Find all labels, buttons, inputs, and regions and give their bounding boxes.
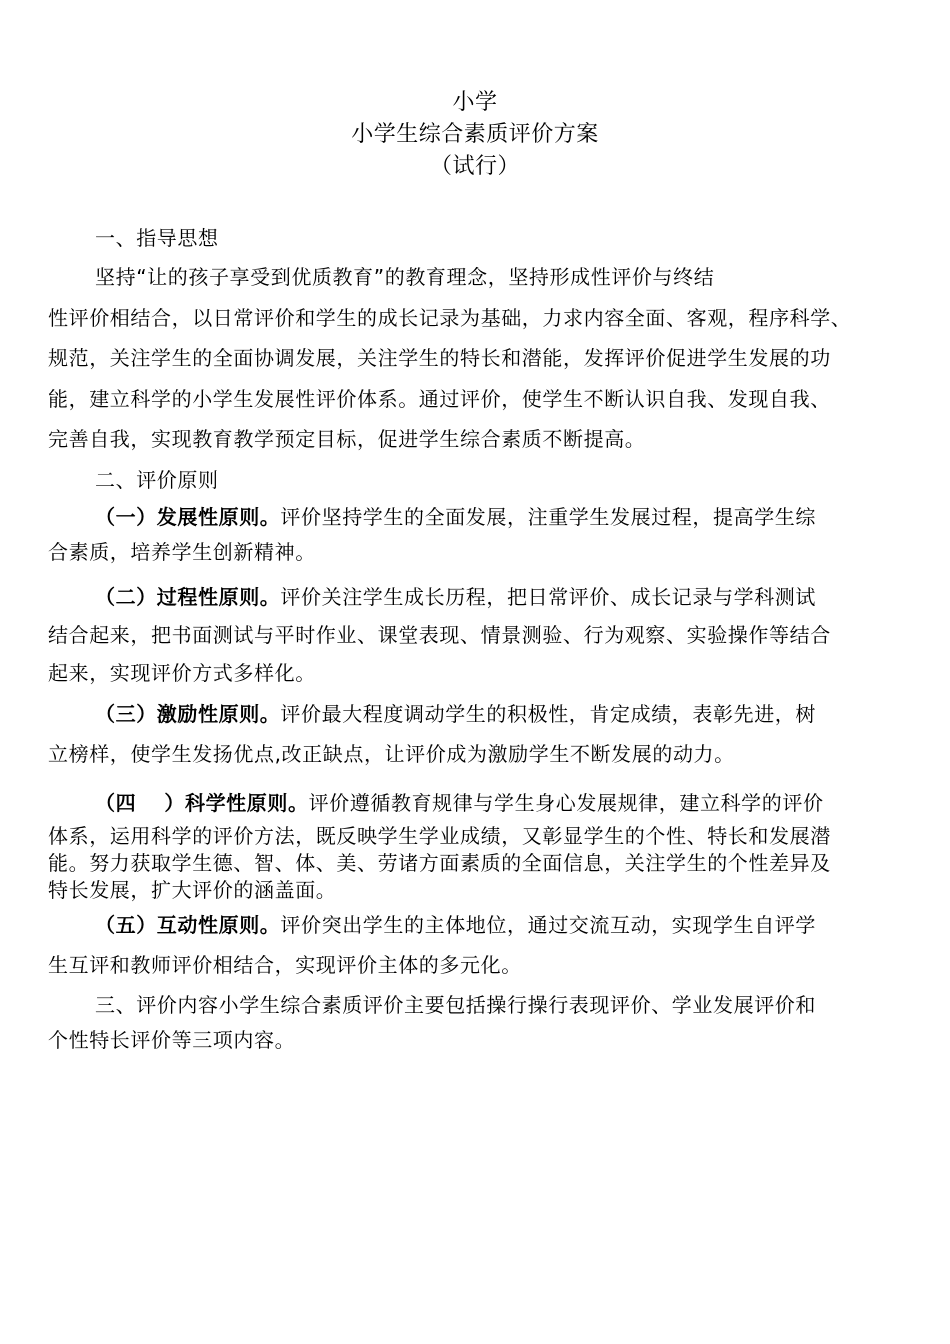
principle-4-text: 评价遵循教育规律与学生身心发展规律，建立科学的评价: [308, 791, 824, 815]
principle-1-label: （一）发展性原则。: [95, 505, 281, 529]
principle-1-line: 合素质，培养学生创新精神。: [48, 540, 316, 564]
section-1-line: 性评价相结合，以日常评价和学生的成长记录为基础，力求内容全面、客观，程序科学、: [48, 306, 852, 330]
section-1-line: 规范，关注学生的全面协调发展，关注学生的特长和潜能，发挥评价促进学生发展的功: [48, 346, 831, 370]
principle-4-label: （四 ）科学性原则。: [95, 791, 309, 815]
principle-3-label: （三）激励性原则。: [95, 702, 281, 726]
principle-5-line: 生互评和教师评价相结合，实现评价主体的多元化。: [48, 953, 522, 977]
principle-3-text: 评价最大程度调动学生的积极性，肯定成绩，表彰先进，树: [280, 702, 817, 726]
principle-5-text: 评价突出学生的主体地位，通过交流互动，实现学生自评学: [280, 913, 817, 937]
principle-3-line: 立榜样，使学生发扬优点,改正缺点，让评价成为激励学生不断发展的动力。: [48, 742, 735, 766]
principle-4-line: 体系，运用科学的评价方法，既反映学生学业成绩，又彰显学生的个性、特长和发展潜: [48, 824, 831, 848]
principle-2-line: 结合起来，把书面测试与平时作业、课堂表现、情景测验、行为观察、实验操作等结合: [48, 623, 831, 647]
principle-3-line: [95, 700, 816, 728]
principle-5-label: （五）互动性原则。: [95, 913, 281, 937]
doc-title-trial: （试行）: [429, 154, 520, 179]
section-3-line: 个性特长评价等三项内容。: [48, 1028, 296, 1052]
section-3-line: 三、评价内容小学生综合素质评价主要包括操行操行表现评价、学业发展评价和: [95, 993, 816, 1017]
principle-4-line: 特长发展，扩大评价的涵盖面。: [48, 878, 337, 902]
section-1-line: 能，建立科学的小学生发展性评价体系。通过评价，使学生不断认识自我、发现自我、: [48, 387, 831, 411]
doc-title-school: 小学: [452, 90, 498, 115]
principle-2-line: [95, 583, 816, 611]
principle-1-text: 评价坚持学生的全面发展，注重学生发展过程，提高学生综: [280, 505, 817, 529]
principle-5-line: [95, 911, 816, 939]
section-1-line: 完善自我，实现教育教学预定目标，促进学生综合素质不断提高。: [48, 427, 646, 451]
principle-4-line: [95, 789, 824, 817]
principle-2-text: 评价关注学生成长历程，把日常评价、成长记录与学科测试: [280, 585, 817, 609]
doc-title-main: 小学生综合素质评价方案: [351, 122, 599, 147]
section-1-heading: 一、指导思想: [95, 226, 219, 250]
principle-1-line: [95, 503, 816, 531]
principle-4-line: 能。努力获取学生德、智、体、美、劳诸方面素质的全面信息，关注学生的个性差异及: [48, 851, 831, 875]
section-1-line: 坚持“让的孩子享受到优质教育”的教育理念，坚持形成性评价与终结: [95, 265, 715, 289]
principle-2-label: （二）过程性原则。: [95, 585, 281, 609]
section-2-heading: 二、评价原则: [95, 468, 219, 492]
principle-2-line: 起来，实现评价方式多样化。: [48, 661, 316, 685]
